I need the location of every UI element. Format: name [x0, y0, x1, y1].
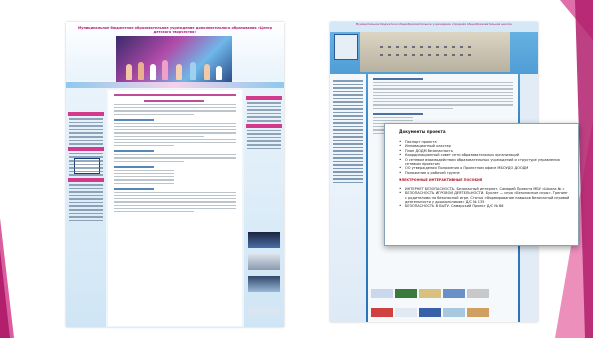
interactive-materials-list — [399, 187, 571, 208]
document-link[interactable]: • ОО утверждении Положения о Проектном офисе МБОУДО ДООДМ — [399, 166, 571, 170]
right-site-title: Муниципальное бюджетное общеобразовательное учреждение «Средняя общеобразовательная школа» — [355, 22, 513, 26]
left-site-left-sidebar — [66, 88, 106, 327]
popup-title: Документы проекта — [399, 129, 446, 134]
left-site-title: Муниципальное бюджетное образовательное учреждение дополнительного образования «Центр детского творчества» — [77, 26, 273, 35]
material-link[interactable]: • БЕЗОПАСНОСТЬ ИГРОВОЙ ДЕЯТЕЛЬНОСТИ. Буклет — игра «Безопасные игры». Тренинг с родителями по безопасной игре. Статья «Формирование навыков безопасной игровой деятельности у дошкольников» Д/С № 135 — [399, 191, 571, 204]
document-link[interactable]: • О сетевом взаимодействии образовательных учреждений и структуре управления сетевым проектом — [399, 158, 571, 167]
left-site-banner-ad[interactable] — [248, 232, 280, 248]
left-site-content — [108, 90, 242, 326]
document-link[interactable]: • Инновационный кластер — [399, 144, 571, 148]
material-link[interactable]: • БЕЗОПАСНОСТЬ В БЫТУ. Самарский Проект Д/С № 86 — [399, 204, 571, 208]
document-link[interactable]: • Паспорт проекта — [399, 140, 571, 144]
project-documents-popup — [384, 123, 579, 246]
document-link[interactable]: • Координационный совет сети образовательных организаций — [399, 153, 571, 157]
right-site-left-sidebar — [330, 74, 366, 322]
document-link[interactable]: • План ДОДМ безопасность — [399, 149, 571, 153]
left-site-banner-ad[interactable] — [248, 254, 280, 270]
documents-list — [399, 140, 571, 183]
left-site-banner-photo — [116, 36, 232, 82]
material-link[interactable]: • ИНТЕРНЕТ БЕЗОПАСНОСТЬ. Безопасный интернет. Самарий Проекта МБУ «Школа № » — [399, 187, 571, 191]
right-site-partner-logos — [370, 284, 516, 322]
document-link[interactable]: • Положение о рабочей группе — [399, 171, 571, 175]
interactive-materials-heading: • ЭЛЕКТРОННЫЕ ИНТЕРАКТИВНЫЕ ПОСОБИЯ — [399, 178, 571, 182]
left-content-heading — [114, 94, 236, 96]
right-site-banner-photo — [360, 32, 510, 72]
left-website-screenshot — [66, 22, 284, 327]
left-site-banner-ad[interactable] — [248, 276, 280, 292]
left-site-banner-ad[interactable] — [248, 306, 280, 316]
right-site-header — [330, 22, 538, 32]
right-site-emblem — [334, 34, 358, 60]
left-section-label — [114, 119, 154, 121]
left-content-subheading — [144, 100, 204, 102]
